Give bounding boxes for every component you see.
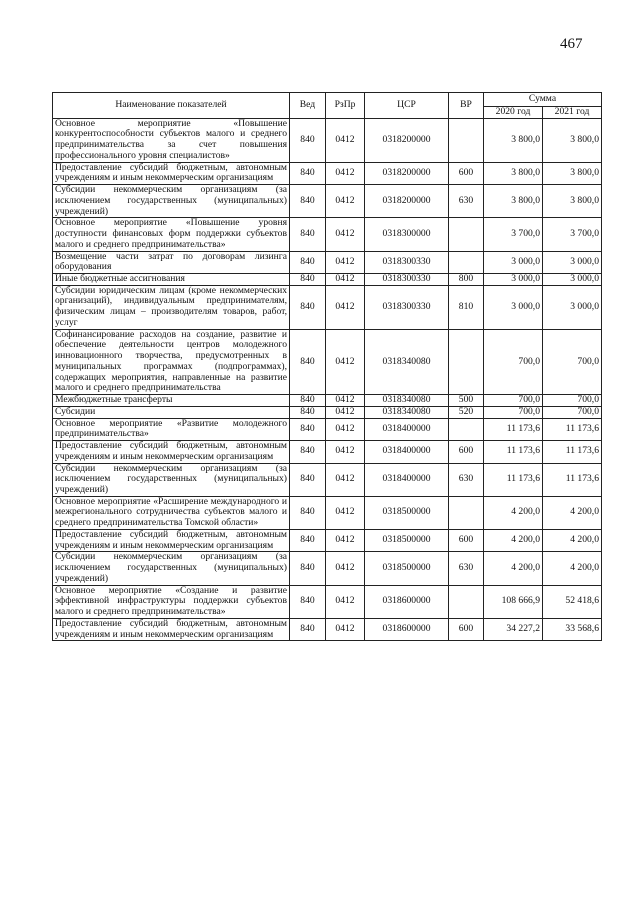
table-row	[53, 441, 602, 463]
row-name: Предоставление субсидий бюджетным, автономным учреждениям и иным некоммерческим организациям	[53, 441, 290, 463]
table-row	[53, 274, 602, 286]
row-rzpr: 0412	[326, 218, 365, 251]
table-row	[53, 285, 602, 329]
row-sum-2021: 52 418,6	[543, 585, 602, 618]
table-row	[53, 251, 602, 273]
row-rzpr: 0412	[326, 529, 365, 551]
row-sum-2021: 3 800,0	[543, 162, 602, 184]
row-sum-2021: 33 568,6	[543, 618, 602, 640]
row-rzpr: 0412	[326, 285, 365, 329]
row-sum-2021: 700,0	[543, 406, 602, 418]
row-csr: 0318500000	[365, 552, 449, 585]
row-csr: 0318200000	[365, 118, 449, 162]
row-name: Предоставление субсидий бюджетным, автономным учреждениям и иным некоммерческим организациям	[53, 529, 290, 551]
row-sum-2021: 700,0	[543, 395, 602, 407]
table-header	[53, 93, 602, 119]
row-vr: 630	[449, 552, 484, 585]
row-csr: 0318500000	[365, 529, 449, 551]
row-name: Субсидии юридическим лицам (кроме некоммерческих организаций), индивидуальным предпринимателям, физическим лицам – производителям товаров, работ, услуг	[53, 285, 290, 329]
row-rzpr: 0412	[326, 463, 365, 496]
table-row	[53, 529, 602, 551]
row-rzpr: 0412	[326, 395, 365, 407]
row-ved: 840	[290, 118, 326, 162]
row-csr: 0318300000	[365, 218, 449, 251]
row-ved: 840	[290, 585, 326, 618]
header-year-2020: 2020 год	[484, 107, 543, 119]
row-name: Основное мероприятие «Развитие молодежного предпринимательства»	[53, 418, 290, 440]
row-vr: 600	[449, 529, 484, 551]
row-rzpr: 0412	[326, 118, 365, 162]
row-sum-2021: 3 000,0	[543, 251, 602, 273]
row-sum-2020: 3 800,0	[484, 162, 543, 184]
row-rzpr: 0412	[326, 618, 365, 640]
table-row	[53, 552, 602, 585]
row-ved: 840	[290, 285, 326, 329]
header-csr: ЦСР	[365, 93, 449, 119]
row-name: Предоставление субсидий бюджетным, автономным учреждениям и иным некоммерческим организациям	[53, 162, 290, 184]
row-ved: 840	[290, 618, 326, 640]
row-rzpr: 0412	[326, 496, 365, 529]
row-csr: 0318340080	[365, 395, 449, 407]
row-vr: 600	[449, 441, 484, 463]
row-vr	[449, 418, 484, 440]
row-csr: 0318300330	[365, 285, 449, 329]
row-sum-2021: 11 173,6	[543, 418, 602, 440]
header-year-2021: 2021 год	[543, 107, 602, 119]
row-name: Софинансирование расходов на создание, развитие и обеспечение деятельности центров молодежного инновационного творчества, предусмотренных в муниципальных программах (подпрограммах), содержащих мероприятия, направленные на развитие малого и среднего предпринимательства	[53, 329, 290, 394]
row-sum-2020: 4 200,0	[484, 529, 543, 551]
row-name: Основное мероприятие «Расширение международного и межрегионального сотрудничества субъектов малого и среднего предпринимательства Томской области»	[53, 496, 290, 529]
row-sum-2020: 11 173,6	[484, 418, 543, 440]
row-vr	[449, 218, 484, 251]
row-csr: 0318300330	[365, 274, 449, 286]
row-ved: 840	[290, 418, 326, 440]
table-row	[53, 162, 602, 184]
row-csr: 0318400000	[365, 418, 449, 440]
row-name: Основное мероприятие «Повышение уровня доступности финансовых форм поддержки субъектов малого и среднего предпринимательства»	[53, 218, 290, 251]
table-row	[53, 406, 602, 418]
row-csr: 0318200000	[365, 185, 449, 218]
row-name: Субсидии некоммерческим организациям (за исключением государственных (муниципальных) учреждений)	[53, 463, 290, 496]
table-row	[53, 463, 602, 496]
table-row	[53, 496, 602, 529]
row-sum-2020: 4 200,0	[484, 552, 543, 585]
row-sum-2020: 700,0	[484, 395, 543, 407]
row-ved: 840	[290, 185, 326, 218]
row-ved: 840	[290, 463, 326, 496]
row-ved: 840	[290, 162, 326, 184]
row-csr: 0318200000	[365, 162, 449, 184]
row-sum-2020: 4 200,0	[484, 496, 543, 529]
row-sum-2021: 4 200,0	[543, 529, 602, 551]
row-csr: 0318300330	[365, 251, 449, 273]
row-ved: 840	[290, 274, 326, 286]
row-sum-2021: 3 800,0	[543, 118, 602, 162]
row-vr: 810	[449, 285, 484, 329]
row-vr	[449, 496, 484, 529]
row-rzpr: 0412	[326, 274, 365, 286]
row-csr: 0318340080	[365, 329, 449, 394]
row-name: Основное мероприятие «Повышение конкурентоспособности субъектов малого и среднего предпринимательства за счет повышения профессионального уровня специалистов»	[53, 118, 290, 162]
row-ved: 840	[290, 218, 326, 251]
row-ved: 840	[290, 441, 326, 463]
row-ved: 840	[290, 329, 326, 394]
row-rzpr: 0412	[326, 552, 365, 585]
row-sum-2021: 3 000,0	[543, 274, 602, 286]
row-vr	[449, 118, 484, 162]
row-sum-2020: 3 000,0	[484, 285, 543, 329]
row-ved: 840	[290, 406, 326, 418]
row-vr: 630	[449, 185, 484, 218]
row-csr: 0318500000	[365, 496, 449, 529]
table-row	[53, 218, 602, 251]
row-name: Субсидии некоммерческим организациям (за исключением государственных (муниципальных) учреждений)	[53, 185, 290, 218]
row-rzpr: 0412	[326, 418, 365, 440]
page-number: 467	[560, 36, 583, 52]
row-sum-2021: 4 200,0	[543, 496, 602, 529]
row-vr	[449, 329, 484, 394]
row-csr: 0318340080	[365, 406, 449, 418]
row-ved: 840	[290, 251, 326, 273]
row-sum-2020: 700,0	[484, 406, 543, 418]
table-body	[53, 118, 602, 641]
row-vr: 630	[449, 463, 484, 496]
row-ved: 840	[290, 395, 326, 407]
table-row	[53, 185, 602, 218]
row-vr: 500	[449, 395, 484, 407]
row-name: Возмещение части затрат по договорам лизинга оборудования	[53, 251, 290, 273]
row-name: Предоставление субсидий бюджетным, автономным учреждениям и иным некоммерческим организациям	[53, 618, 290, 640]
row-sum-2020: 11 173,6	[484, 441, 543, 463]
row-rzpr: 0412	[326, 162, 365, 184]
row-vr: 600	[449, 618, 484, 640]
row-sum-2021: 11 173,6	[543, 463, 602, 496]
row-ved: 840	[290, 496, 326, 529]
table-row	[53, 618, 602, 640]
row-sum-2020: 108 666,9	[484, 585, 543, 618]
row-rzpr: 0412	[326, 185, 365, 218]
row-vr	[449, 585, 484, 618]
row-rzpr: 0412	[326, 441, 365, 463]
table-row	[53, 418, 602, 440]
row-sum-2020: 700,0	[484, 329, 543, 394]
row-sum-2021: 3 700,0	[543, 218, 602, 251]
row-sum-2020: 3 800,0	[484, 185, 543, 218]
row-vr: 520	[449, 406, 484, 418]
table-row	[53, 395, 602, 407]
row-sum-2020: 3 800,0	[484, 118, 543, 162]
header-vr: ВР	[449, 93, 484, 119]
row-csr: 0318400000	[365, 441, 449, 463]
row-sum-2021: 4 200,0	[543, 552, 602, 585]
row-csr: 0318600000	[365, 618, 449, 640]
header-ved: Вед	[290, 93, 326, 119]
row-csr: 0318600000	[365, 585, 449, 618]
table-row	[53, 118, 602, 162]
row-sum-2020: 11 173,6	[484, 463, 543, 496]
row-name: Основное мероприятие «Создание и развитие эффективной инфраструктуры поддержки субъектов малого и среднего предпринимательства»	[53, 585, 290, 618]
header-sum: Сумма	[484, 93, 602, 107]
row-name: Субсидии	[53, 406, 290, 418]
row-csr: 0318400000	[365, 463, 449, 496]
budget-table	[52, 92, 602, 641]
row-sum-2021: 700,0	[543, 329, 602, 394]
row-name: Иные бюджетные ассигнования	[53, 274, 290, 286]
row-rzpr: 0412	[326, 585, 365, 618]
row-sum-2020: 3 000,0	[484, 251, 543, 273]
row-vr	[449, 251, 484, 273]
row-rzpr: 0412	[326, 251, 365, 273]
row-sum-2020: 3 000,0	[484, 274, 543, 286]
header-name: Наименование показателей	[53, 93, 290, 119]
row-sum-2021: 3 800,0	[543, 185, 602, 218]
row-vr: 800	[449, 274, 484, 286]
row-sum-2020: 3 700,0	[484, 218, 543, 251]
row-ved: 840	[290, 552, 326, 585]
row-name: Субсидии некоммерческим организациям (за исключением государственных (муниципальных) учреждений)	[53, 552, 290, 585]
row-name: Межбюджетные трансферты	[53, 395, 290, 407]
table-row	[53, 585, 602, 618]
table-row	[53, 329, 602, 394]
row-rzpr: 0412	[326, 406, 365, 418]
header-rzpr: РзПр	[326, 93, 365, 119]
row-rzpr: 0412	[326, 329, 365, 394]
row-sum-2021: 11 173,6	[543, 441, 602, 463]
row-vr: 600	[449, 162, 484, 184]
row-sum-2021: 3 000,0	[543, 285, 602, 329]
row-ved: 840	[290, 529, 326, 551]
row-sum-2020: 34 227,2	[484, 618, 543, 640]
